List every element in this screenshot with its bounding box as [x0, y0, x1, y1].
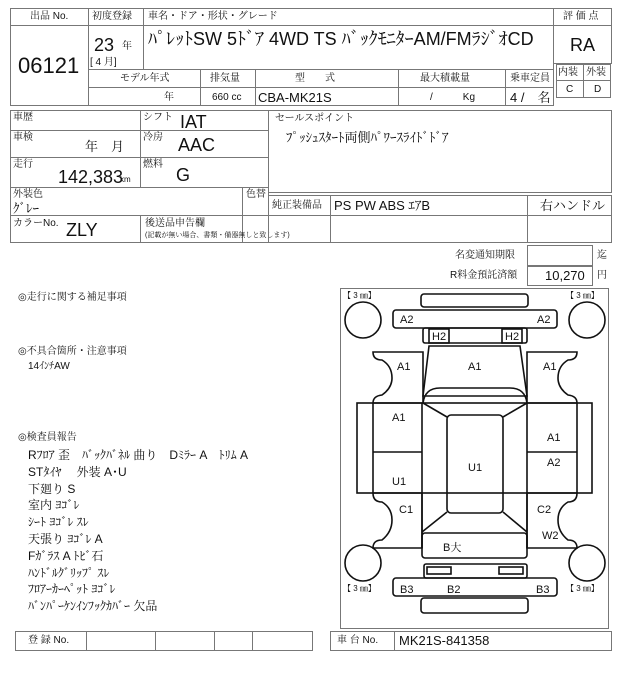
tire-tread-rl: 【 3 ㎜】	[343, 584, 376, 593]
mileage-unit: km	[120, 175, 131, 184]
report-line: Rﾌﾛｱ 歪 ﾊﾞｯｸﾊﾞﾈﾙ 曲り Dﾐﾗｰ A ﾄﾘﾑ A	[28, 448, 249, 462]
reg-col	[214, 631, 253, 651]
defect-item: 14ｲﾝﾁAW	[28, 361, 70, 372]
tire-front-left	[345, 302, 381, 338]
trunk	[422, 533, 527, 558]
damage-mark: A2	[547, 457, 561, 469]
tire-rear-right	[569, 545, 605, 581]
damage-mark: C2	[537, 504, 552, 516]
ac-label: 冷房	[143, 132, 163, 143]
damage-mark: U1	[468, 462, 483, 474]
shift: IAT	[180, 112, 207, 132]
model-year-label: モデル年式	[120, 73, 170, 84]
shift-label: シフト	[143, 112, 173, 123]
damage-mark: A1	[547, 432, 561, 444]
chassis-label: 車 台 No.	[337, 635, 379, 646]
car-damage-diagram	[340, 288, 609, 629]
front-bumper-outline	[421, 294, 528, 307]
damage-mark: W2	[542, 530, 559, 542]
score-label: 評 価 点	[563, 11, 599, 22]
driving-notes-label: ◎走行に関する補足事項	[18, 292, 127, 303]
damage-mark: B3	[536, 584, 550, 596]
taillight-row	[424, 564, 527, 578]
report-line: Fｶﾞﾗｽ A ﾄﾋﾞ石	[28, 548, 104, 563]
score: RA	[570, 35, 596, 55]
year-unit: 年	[122, 41, 132, 52]
recycle-label: R料金預託済額	[450, 270, 518, 281]
steering: 右ハンドル	[540, 198, 606, 213]
report-line: ﾊﾝﾄﾞﾙｸﾞﾘｯﾌﾟ ｽﾚ	[28, 565, 110, 580]
rear-bumper	[393, 578, 557, 596]
later-note: (記載が無い場合、書類・備器無しと致します)	[145, 232, 290, 239]
car-name-label: 車名・ドア・形状・グレード	[148, 11, 278, 22]
mileage-label: 走行	[13, 159, 33, 170]
name-change-unit: 迄	[597, 250, 607, 261]
damage-mark: A2	[400, 314, 414, 326]
fuel-label: 燃料	[143, 159, 163, 170]
reg-col	[86, 631, 156, 651]
inspector-label: ◎検査員報告	[18, 432, 77, 443]
reg-year: 23	[94, 35, 115, 55]
color-no: ZLY	[66, 220, 98, 240]
displacement: 660 cc	[212, 92, 242, 103]
name-change-label: 名変通知期限	[455, 250, 515, 261]
shaken-value: 年 月	[85, 139, 125, 154]
chassis-number: MK21S-841358	[399, 633, 490, 648]
exterior-label: 外装	[586, 67, 606, 78]
damage-mark: U1	[392, 476, 407, 488]
sales-label: セールスポイント	[275, 113, 355, 124]
recycle-unit: 円	[597, 270, 607, 281]
interior-grade: C	[566, 84, 574, 95]
tire-tread-fr: 【 3 ㎜】	[566, 291, 599, 300]
taillight-right	[499, 567, 523, 574]
tire-rear-left	[345, 545, 381, 581]
front-left-fender	[373, 352, 423, 403]
mileage: 142,383	[58, 167, 124, 187]
type-label: 型 式	[295, 73, 335, 84]
damage-mark: A1	[468, 361, 482, 373]
damage-mark: B3	[400, 584, 414, 596]
color-cell	[10, 187, 243, 216]
capacity-label: 乗車定員	[510, 73, 550, 84]
first-reg-label: 初度登録	[92, 11, 132, 22]
front-right-fender	[527, 352, 577, 403]
shaken-label: 車検	[13, 132, 33, 143]
damage-mark: H2	[505, 331, 520, 343]
report-line: ﾌﾛｱｰｶｰﾍﾟｯﾄ ﾖｺﾞﾚ	[28, 582, 116, 597]
report-line: ｼｰﾄ ﾖｺﾞﾚ ｽﾚ	[28, 515, 89, 530]
tire-tread-rr: 【 3 ㎜】	[566, 584, 599, 593]
history-label: 車歴	[13, 112, 33, 123]
report-line: ﾊﾞﾝﾊﾟｰｹﾝｲﾝﾌｯｸｶﾊﾞｰ 欠品	[28, 599, 158, 614]
damage-mark: C1	[399, 504, 414, 516]
name-change-field	[527, 245, 593, 266]
equipment-label: 純正装備品	[272, 200, 322, 211]
damage-mark: B大	[443, 542, 462, 554]
taillight-left	[427, 567, 451, 574]
type: CBA-MK21S	[258, 90, 332, 105]
max-load: / Kg	[430, 92, 476, 103]
tire-tread-fl: 【 3 ㎜】	[343, 291, 376, 300]
damage-mark: H2	[432, 331, 447, 343]
registration-label: 登 録 No.	[28, 635, 70, 646]
fuel: G	[176, 165, 191, 185]
lot-number: 06121	[18, 53, 80, 78]
reg-month: [ 4 月]	[90, 57, 117, 68]
displacement-label: 排気量	[210, 73, 240, 84]
report-line: 天張り ﾖｺﾞﾚ A	[28, 531, 103, 546]
lot-label: 出品 No.	[30, 11, 69, 22]
color-no-label: カラーNo.	[13, 218, 59, 229]
damage-mark: A1	[392, 412, 406, 424]
report-line: STﾀｲﾔ 外装 A･U	[28, 464, 127, 479]
rear-left-fender	[373, 493, 422, 548]
rear-bumper-outline	[421, 598, 528, 613]
max-load-label: 最大積載量	[420, 73, 470, 84]
equipment: PS PW ABS ｴｱB	[334, 198, 431, 213]
damage-mark: A1	[543, 361, 557, 373]
car-name: ﾊﾟﾚｯﾄSW 5ﾄﾞｱ 4WD TS ﾊﾞｯｸﾓﾆﾀｰAM/FMﾗｼﾞｵCD	[148, 29, 534, 49]
color: ｸﾞﾚｰ	[13, 201, 39, 216]
report-line: 室内 ﾖｺﾞﾚ	[28, 498, 80, 513]
later-label: 後送品申告欄	[145, 218, 205, 229]
tire-front-right	[569, 302, 605, 338]
ac: AAC	[178, 135, 216, 155]
defects-label: ◎不具合箇所・注意事項	[18, 346, 127, 357]
inspector-report	[28, 447, 248, 615]
damage-mark: B2	[447, 584, 461, 596]
recycle-fee: 10,270	[545, 268, 585, 283]
interior-label: 内装	[558, 67, 578, 78]
capacity: 4 / 名	[510, 90, 551, 105]
model-year-unit: 年	[164, 92, 174, 103]
sales-point: ﾌﾟｯｼｭｽﾀｰﾄ両側ﾊﾟﾜｰｽﾗｲﾄﾞﾄﾞｱ	[286, 130, 449, 145]
damage-mark: A1	[397, 361, 411, 373]
color-change-label: 色替	[246, 189, 266, 200]
color-label: 外装色	[13, 189, 43, 200]
exterior-grade: D	[594, 84, 602, 95]
front-bumper	[393, 310, 557, 328]
report-line: 下廻り S	[28, 481, 76, 496]
damage-mark: A2	[537, 314, 551, 326]
